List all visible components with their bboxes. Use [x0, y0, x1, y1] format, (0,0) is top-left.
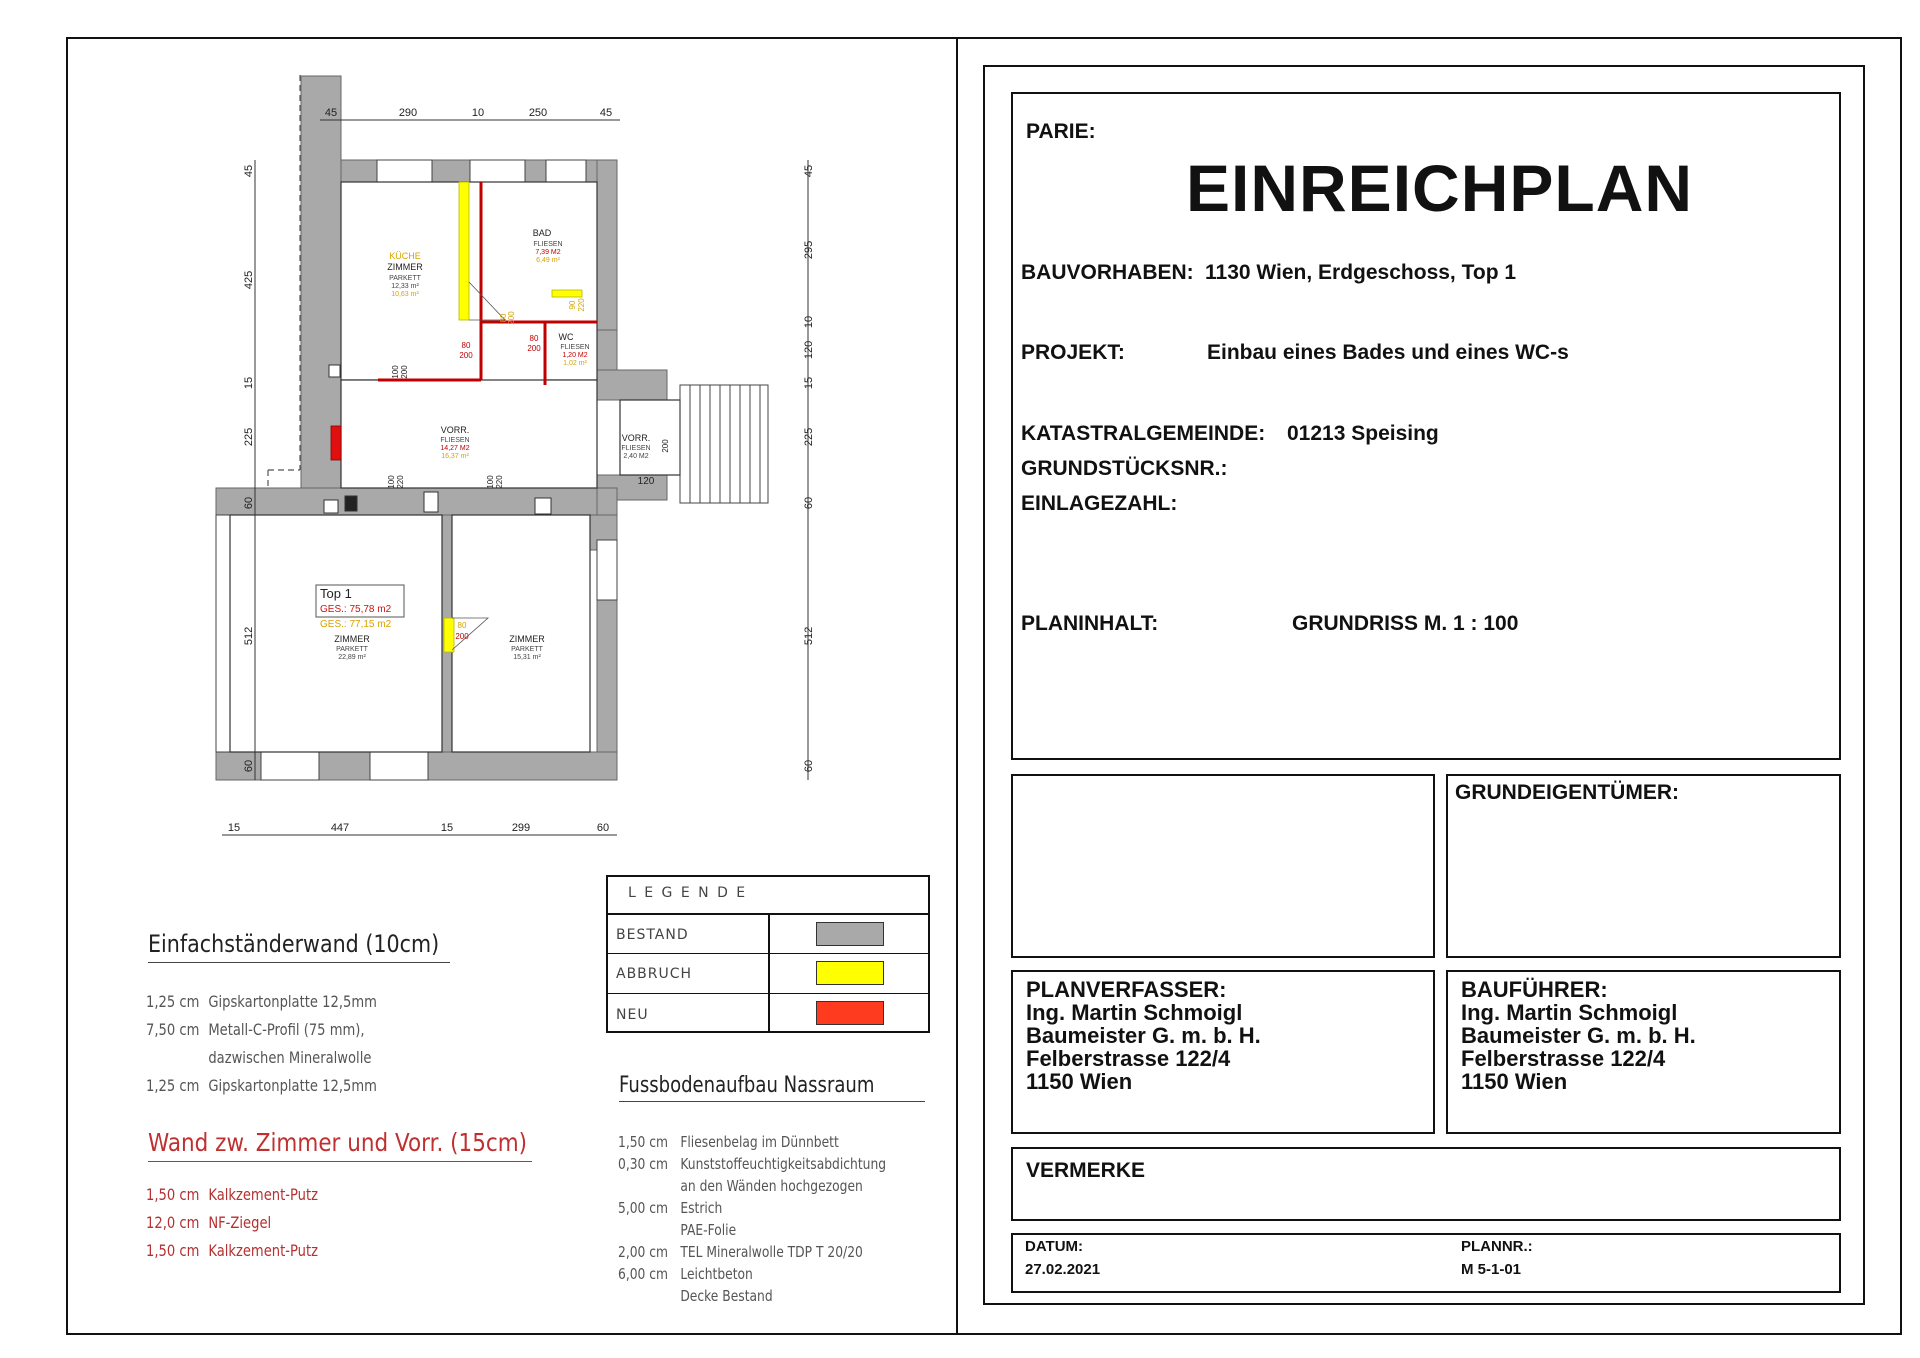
svg-text:80: 80	[529, 334, 539, 343]
room-label-kueche	[387, 251, 423, 298]
svg-text:225: 225	[243, 427, 255, 447]
planverfasser-line: Baumeister G. m. b. H.	[1026, 1023, 1261, 1048]
neighbour-boundary	[268, 75, 300, 490]
svg-text:60: 60	[243, 496, 255, 510]
wall-spec-1-row: 7,50 cm Metall-C-Profil (75 mm),	[146, 1020, 365, 1039]
svg-text:200: 200	[459, 351, 473, 360]
svg-text:14,27 M2: 14,27 M2	[440, 445, 470, 452]
vermerke-label: VERMERKE	[1026, 1159, 1146, 1182]
svg-text:10,63 m²: 10,63 m²	[391, 291, 419, 298]
room-label-zimmer2	[509, 634, 545, 661]
planverfasser-line: 1150 Wien	[1026, 1069, 1133, 1094]
svg-text:299: 299	[511, 822, 531, 834]
wall-spec-1-underline	[148, 962, 450, 963]
legend-swatch-neu	[816, 1001, 884, 1025]
projekt-label: PROJEKT:	[1021, 341, 1125, 364]
svg-text:60: 60	[803, 496, 815, 510]
svg-text:KÜCHE: KÜCHE	[389, 251, 421, 261]
bauvorhaben-value: 1130 Wien, Erdgeschoss, Top 1	[1205, 261, 1517, 284]
svg-text:200: 200	[455, 632, 469, 641]
baufuehrer-line: Ing. Martin Schmoigl	[1461, 1000, 1678, 1025]
floor-spec-row: 2,00 cm TEL Mineralwolle TDP T 20/20	[618, 1243, 863, 1261]
svg-text:15: 15	[243, 376, 255, 390]
svg-text:80: 80	[457, 621, 467, 630]
svg-text:290: 290	[398, 107, 418, 119]
baufuehrer-line: Felberstrasse 122/4	[1461, 1046, 1666, 1071]
svg-text:16,37 m²: 16,37 m²	[441, 453, 469, 460]
svg-text:295: 295	[803, 240, 815, 260]
svg-text:200: 200	[661, 439, 670, 453]
svg-text:PARKETT: PARKETT	[336, 646, 368, 653]
svg-text:10: 10	[471, 107, 485, 119]
svg-text:BAD: BAD	[532, 228, 552, 238]
svg-text:15: 15	[803, 376, 815, 390]
svg-text:FLIESEN: FLIESEN	[533, 241, 563, 248]
svg-text:200: 200	[527, 344, 541, 353]
svg-text:FLIESEN: FLIESEN	[560, 344, 590, 351]
svg-text:45: 45	[599, 107, 613, 119]
baufuehrer-line: 1150 Wien	[1461, 1069, 1568, 1094]
datum-label: DATUM:	[1025, 1238, 1084, 1255]
floor-spec-row: 5,00 cm Estrich	[618, 1199, 723, 1217]
planverfasser-label: PLANVERFASSER:	[1026, 977, 1227, 1002]
wall-spec-1-row: 1,25 cm Gipskartonplatte 12,5mm	[146, 992, 377, 1011]
svg-text:512: 512	[803, 626, 815, 646]
datum-plannr-box	[1011, 1233, 1841, 1293]
svg-text:200: 200	[507, 311, 516, 325]
legend-label-abbruch: ABBRUCH	[616, 966, 693, 982]
dims-top	[325, 107, 612, 119]
svg-text:WC: WC	[558, 332, 574, 342]
svg-text:200: 200	[400, 365, 409, 379]
svg-text:15: 15	[440, 822, 454, 834]
svg-text:45: 45	[243, 164, 255, 178]
svg-text:6,49 m²: 6,49 m²	[536, 257, 560, 264]
plannr-label: PLANNR.:	[1461, 1238, 1533, 1255]
svg-text:7,39 M2: 7,39 M2	[535, 249, 561, 256]
parie-label: PARIE:	[1026, 120, 1096, 143]
svg-text:15: 15	[227, 822, 241, 834]
room-label-zimmer1	[334, 634, 370, 661]
floor-plan	[0, 0, 960, 860]
stairs	[680, 385, 768, 503]
svg-text:1,02 m²: 1,02 m²	[563, 360, 587, 367]
svg-text:12,33 m²: 12,33 m²	[391, 283, 419, 290]
planverfasser-line: Ing. Martin Schmoigl	[1026, 1000, 1243, 1025]
svg-text:425: 425	[243, 270, 255, 290]
planverfasser-line: Felberstrasse 122/4	[1026, 1046, 1231, 1071]
bauvorhaben-label: BAUVORHABEN:	[1021, 261, 1194, 284]
svg-text:100: 100	[387, 475, 396, 489]
legend-swatch-bestand	[816, 922, 884, 946]
svg-text:15,31 m²: 15,31 m²	[513, 654, 541, 661]
svg-text:80: 80	[461, 341, 471, 350]
legend-title: L E G E N D E	[628, 885, 748, 901]
svg-text:45: 45	[803, 164, 815, 178]
legend-table	[606, 875, 930, 1033]
floor-spec-row: 6,00 cm Leichtbeton	[618, 1265, 753, 1283]
katastralgemeinde-value: 01213 Speising	[1287, 422, 1439, 445]
svg-text:60: 60	[596, 822, 610, 834]
projekt-value: Einbau eines Bades und eines WC-s	[1207, 341, 1569, 364]
svg-text:512: 512	[243, 626, 255, 646]
wall-spec-2-title: Wand zw. Zimmer und Vorr. (15cm)	[148, 1128, 528, 1157]
svg-text:FLIESEN: FLIESEN	[621, 445, 651, 452]
wall-spec-2-row: 12,0 cm NF-Ziegel	[146, 1213, 272, 1232]
svg-text:GES.: 77,15 m2: GES.: 77,15 m2	[320, 619, 392, 630]
svg-text:225: 225	[803, 427, 815, 447]
svg-text:PARKETT: PARKETT	[511, 646, 543, 653]
svg-text:220: 220	[396, 475, 405, 489]
baufuehrer-line: Baumeister G. m. b. H.	[1461, 1023, 1696, 1048]
legend-label-neu: NEU	[616, 1007, 649, 1023]
svg-text:ZIMMER: ZIMMER	[387, 262, 423, 272]
svg-text:80: 80	[499, 313, 508, 323]
svg-text:90: 90	[568, 300, 577, 310]
baufuehrer-label: BAUFÜHRER:	[1461, 977, 1608, 1002]
katastralgemeinde-label: KATASTRALGEMEINDE:	[1021, 422, 1266, 445]
dims-right	[803, 165, 815, 772]
planverfasser-block	[1026, 978, 1261, 1093]
svg-text:GES.: 75,78 m2: GES.: 75,78 m2	[320, 604, 392, 615]
svg-text:250: 250	[528, 107, 548, 119]
svg-text:ZIMMER: ZIMMER	[334, 634, 370, 644]
svg-text:22,89 m²: 22,89 m²	[338, 654, 366, 661]
legend-swatch-abbruch	[816, 961, 884, 985]
grundeigentuemer-label: GRUNDEIGENTÜMER:	[1455, 781, 1679, 804]
svg-text:Top 1: Top 1	[320, 586, 352, 601]
wall-spec-2-row: 1,50 cm Kalkzement-Putz	[146, 1241, 319, 1260]
svg-text:220: 220	[577, 298, 586, 312]
svg-text:120: 120	[637, 476, 655, 487]
svg-text:220: 220	[495, 475, 504, 489]
svg-text:ZIMMER: ZIMMER	[509, 634, 545, 644]
svg-text:100: 100	[486, 475, 495, 489]
einlagezahl-label: EINLAGEZAHL:	[1021, 492, 1178, 515]
svg-text:10: 10	[803, 315, 815, 329]
svg-text:VORR.: VORR.	[440, 425, 470, 435]
svg-text:120: 120	[803, 340, 815, 360]
svg-text:60: 60	[803, 759, 815, 773]
datum-value: 27.02.2021	[1025, 1261, 1101, 1278]
empty-box	[1011, 774, 1435, 958]
planinhalt-label: PLANINHALT:	[1021, 612, 1159, 635]
main-title: EINREICHPLAN	[1186, 151, 1694, 225]
room-label-vorr	[440, 425, 469, 460]
svg-text:2,40 M2: 2,40 M2	[623, 453, 649, 460]
svg-text:447: 447	[330, 822, 350, 834]
svg-text:VORR.: VORR.	[621, 433, 651, 443]
wall-spec-1-row: 1,25 cm Gipskartonplatte 12,5mm	[146, 1076, 377, 1095]
wall-spec-2-row: 1,50 cm Kalkzement-Putz	[146, 1185, 319, 1204]
floor-spec-row: 1,50 cm Fliesenbelag im Dünnbett	[618, 1133, 839, 1151]
floor-spec-row: 0,30 cm Kunststoffeuchtigkeitsabdichtung	[618, 1155, 887, 1173]
svg-text:FLIESEN: FLIESEN	[440, 437, 470, 444]
svg-text:1,20 M2: 1,20 M2	[562, 352, 588, 359]
svg-text:PARKETT: PARKETT	[389, 275, 421, 282]
dims-bottom	[228, 822, 609, 834]
floor-spec-underline	[619, 1101, 925, 1102]
svg-text:60: 60	[243, 759, 255, 773]
wall-spec-2-underline	[148, 1161, 532, 1162]
planinhalt-value: GRUNDRISS M. 1 : 100	[1292, 612, 1519, 635]
plannr-value: M 5-1-01	[1461, 1261, 1522, 1278]
top-1-label	[316, 585, 404, 630]
baufuehrer-block	[1461, 978, 1696, 1093]
wall-spec-1-title: Einfachständerwand (10cm)	[148, 930, 440, 958]
svg-text:45: 45	[324, 107, 338, 119]
legend-label-bestand: BESTAND	[616, 927, 689, 943]
svg-text:100: 100	[391, 365, 400, 379]
grundstuecksnr-label: GRUNDSTÜCKSNR.:	[1021, 457, 1228, 480]
floor-spec-title: Fussbodenaufbau Nassraum	[619, 1073, 875, 1098]
